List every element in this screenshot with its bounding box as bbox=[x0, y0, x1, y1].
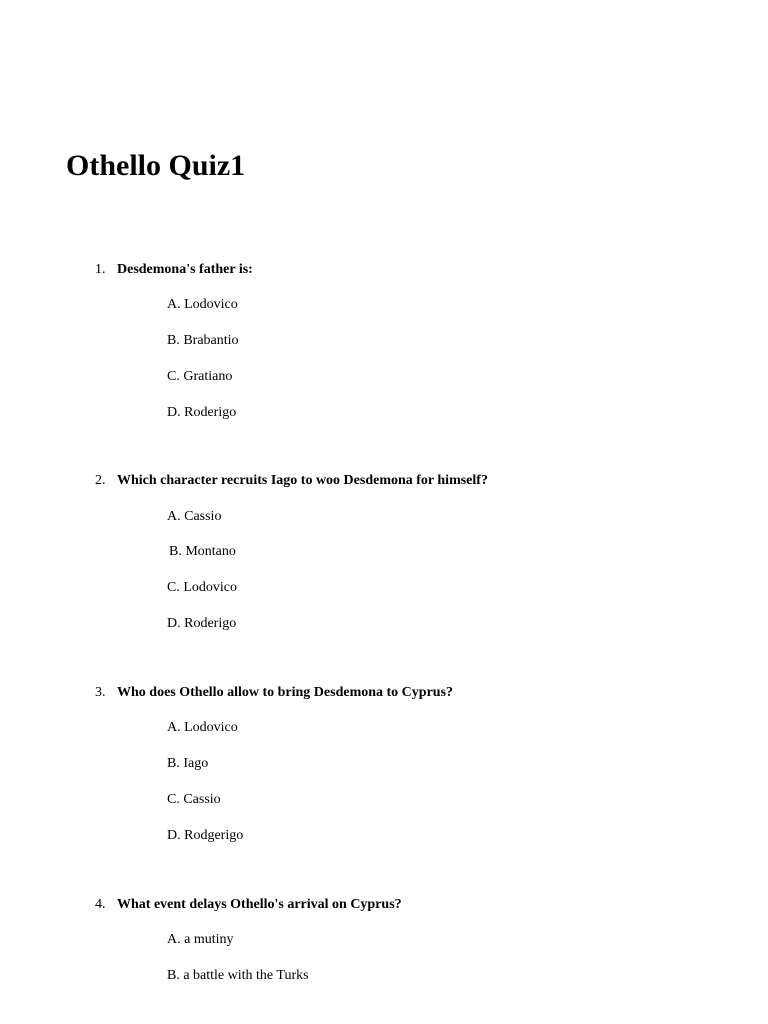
answer-option-b: B. Brabantio bbox=[167, 333, 239, 348]
question-text: Who does Othello allow to bring Desdemona to Cyprus? bbox=[117, 685, 454, 700]
answer-option-a: A. Lodovico bbox=[167, 297, 238, 312]
question-number: 3. bbox=[95, 685, 106, 700]
question-text: What event delays Othello's arrival on Cyprus? bbox=[117, 897, 402, 912]
question-number: 1. bbox=[95, 262, 106, 277]
answer-option-a: A. Cassio bbox=[167, 509, 222, 524]
answer-option-c: C. Lodovico bbox=[167, 580, 237, 595]
answer-option-d: D. Rodgerigo bbox=[167, 828, 244, 843]
question-number: 4. bbox=[95, 897, 106, 912]
page-title: Othello Quiz1 bbox=[66, 149, 246, 182]
question-text: Which character recruits Iago to woo Desdemona for himself? bbox=[117, 473, 488, 488]
question-text: Desdemona's father is: bbox=[117, 262, 253, 277]
answer-option-b: B. a battle with the Turks bbox=[167, 968, 309, 983]
answer-option-b: B. Montano bbox=[169, 544, 236, 559]
answer-option-a: A. a mutiny bbox=[167, 932, 234, 947]
answer-option-c: C. Gratiano bbox=[167, 369, 233, 384]
answer-option-a: A. Lodovico bbox=[167, 720, 238, 735]
answer-option-d: D. Roderigo bbox=[167, 405, 237, 420]
answer-option-c: C. Cassio bbox=[167, 792, 221, 807]
answer-option-b: B. Iago bbox=[167, 756, 209, 771]
question-number: 2. bbox=[95, 473, 106, 488]
answer-option-d: D. Roderigo bbox=[167, 616, 237, 631]
